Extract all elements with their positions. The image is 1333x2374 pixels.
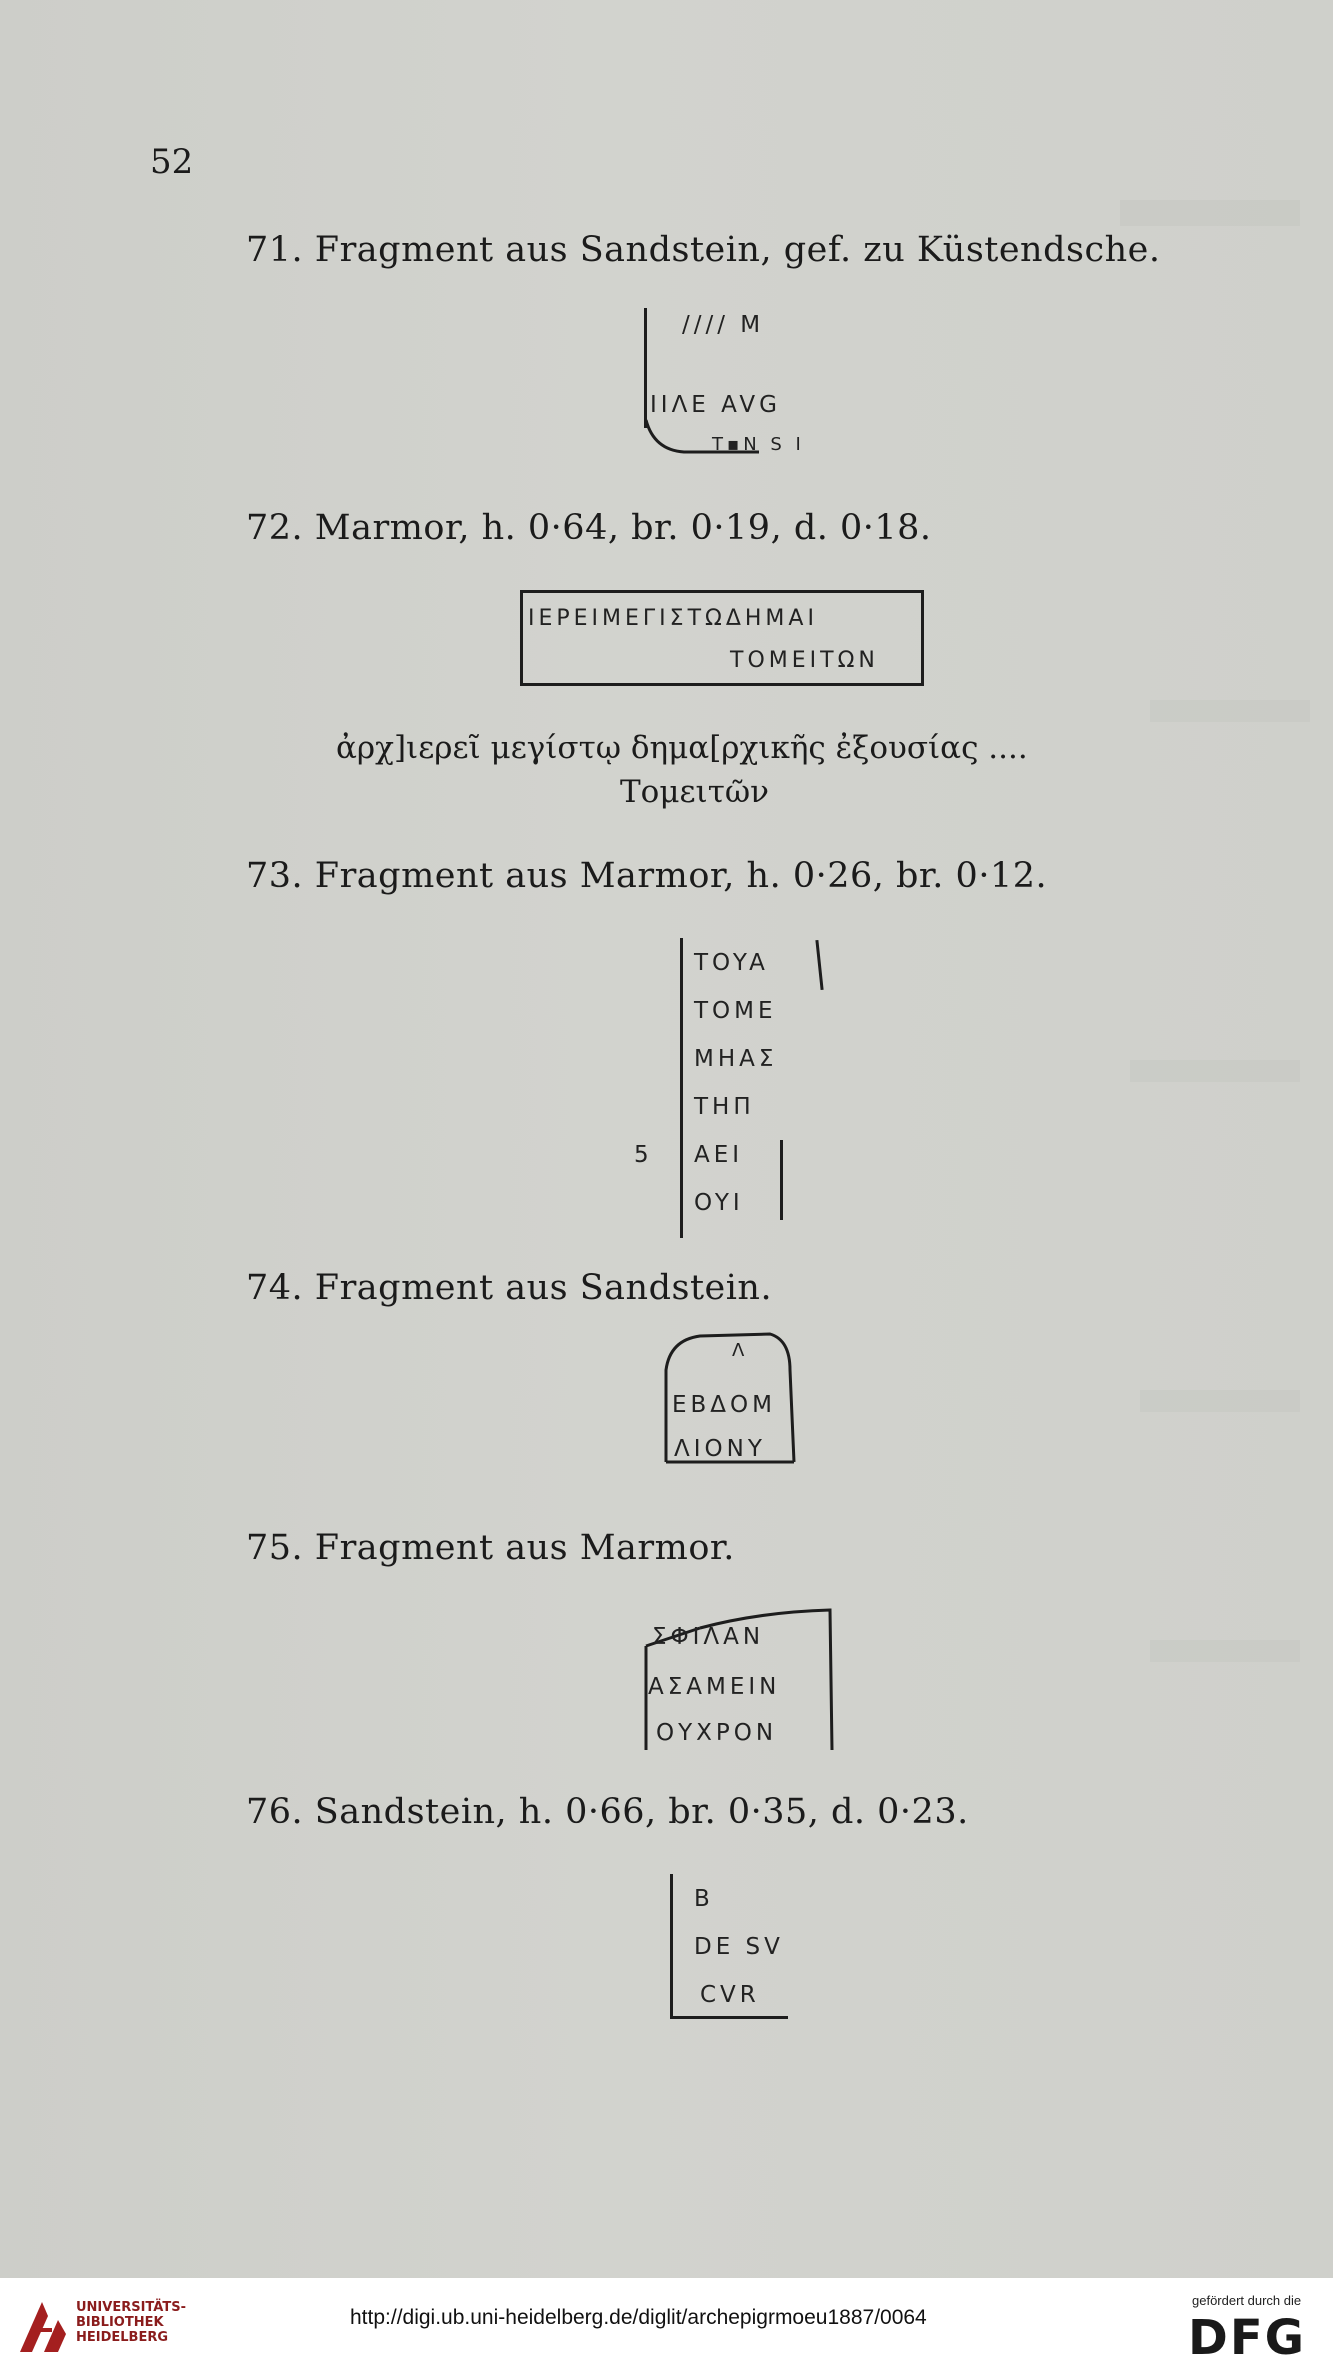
entry-75-line-1: ΣΦΙΛΑΝ: [652, 1624, 765, 1650]
entry-73-line-1: TOYA: [694, 950, 769, 976]
entry-76-line-2: DE SV: [694, 1934, 784, 1960]
entry-72-heading: 72. Marmor, h. 0·64, br. 0·19, d. 0·18.: [246, 508, 932, 548]
entry-76-line-3: CVR: [700, 1982, 760, 2008]
entry-76-heading: 76. Sandstein, h. 0·66, br. 0·35, d. 0·23.: [246, 1792, 969, 1832]
sponsor-caption: gefördert durch die: [1192, 2293, 1302, 2308]
entry-73-line-2: TOME: [694, 998, 777, 1024]
entry-75-line-3: ΟΥΧΡΟΝ: [656, 1720, 778, 1746]
library-name-line-1: UNIVERSITÄTS-: [76, 2300, 186, 2315]
entry-73-line-3: MHΑΣ: [694, 1046, 778, 1072]
entry-73-line-number: 5: [634, 1142, 649, 1168]
bleed-through: [1150, 700, 1310, 722]
entry-72-line-2: TOMEITΩN: [730, 648, 879, 673]
entry-73-line-6: OYI: [694, 1190, 744, 1216]
bleed-through: [1150, 1640, 1300, 1662]
entry-73-line-5: AEI: [694, 1142, 744, 1168]
bleed-through: [1130, 1060, 1300, 1082]
entry-71-line-2: IIΛE AVG: [650, 392, 781, 418]
entry-74-line-2: EBΔOM: [672, 1392, 776, 1418]
entry-73-line-4: THΠ: [694, 1094, 755, 1120]
bleed-through: [1140, 1390, 1300, 1412]
entry-74-heading: 74. Fragment aus Sandstein.: [246, 1268, 773, 1308]
entry-75-line-2: ΑΣΑΜΕΙΝ: [648, 1674, 781, 1700]
entry-72-line-1: IEPEIMEΓIΣTΩΔHMAI: [528, 606, 818, 631]
entry-73-heading: 73. Fragment aus Marmor, h. 0·26, br. 0·12.: [246, 856, 1048, 896]
library-name-line-3: HEIDELBERG: [76, 2330, 169, 2345]
entry-76-line-1: B: [694, 1886, 714, 1912]
entry-74-line-3: ΛIONY: [674, 1436, 766, 1462]
entry-72-transcription-1: ἀρχ]ιερεῖ μεγίστῳ δημα[ρχικῆς ἐξουσίας ....: [336, 730, 1028, 766]
entry-71-line-3: T▪N S I: [712, 434, 805, 455]
dfg-logo: DFG: [1188, 2310, 1307, 2366]
page-number: 52: [150, 142, 194, 182]
entry-71-line-1: //// M: [682, 312, 765, 338]
entry-72-transcription-2: Τομειτῶν: [620, 774, 769, 810]
library-name: [76, 2300, 186, 2345]
entry-74-line-1: Λ: [732, 1340, 749, 1361]
bleed-through: [1120, 200, 1300, 226]
permalink[interactable]: http://digi.ub.uni-heidelberg.de/diglit/archepigrmoeu1887/0064: [350, 2306, 927, 2329]
entry-75-heading: 75. Fragment aus Marmor.: [246, 1528, 735, 1568]
entry-71-heading: 71. Fragment aus Sandstein, gef. zu Küstendsche.: [246, 230, 1161, 270]
university-seal-icon: [14, 2294, 70, 2362]
library-name-line-2: BIBLIOTHEK: [76, 2315, 164, 2330]
